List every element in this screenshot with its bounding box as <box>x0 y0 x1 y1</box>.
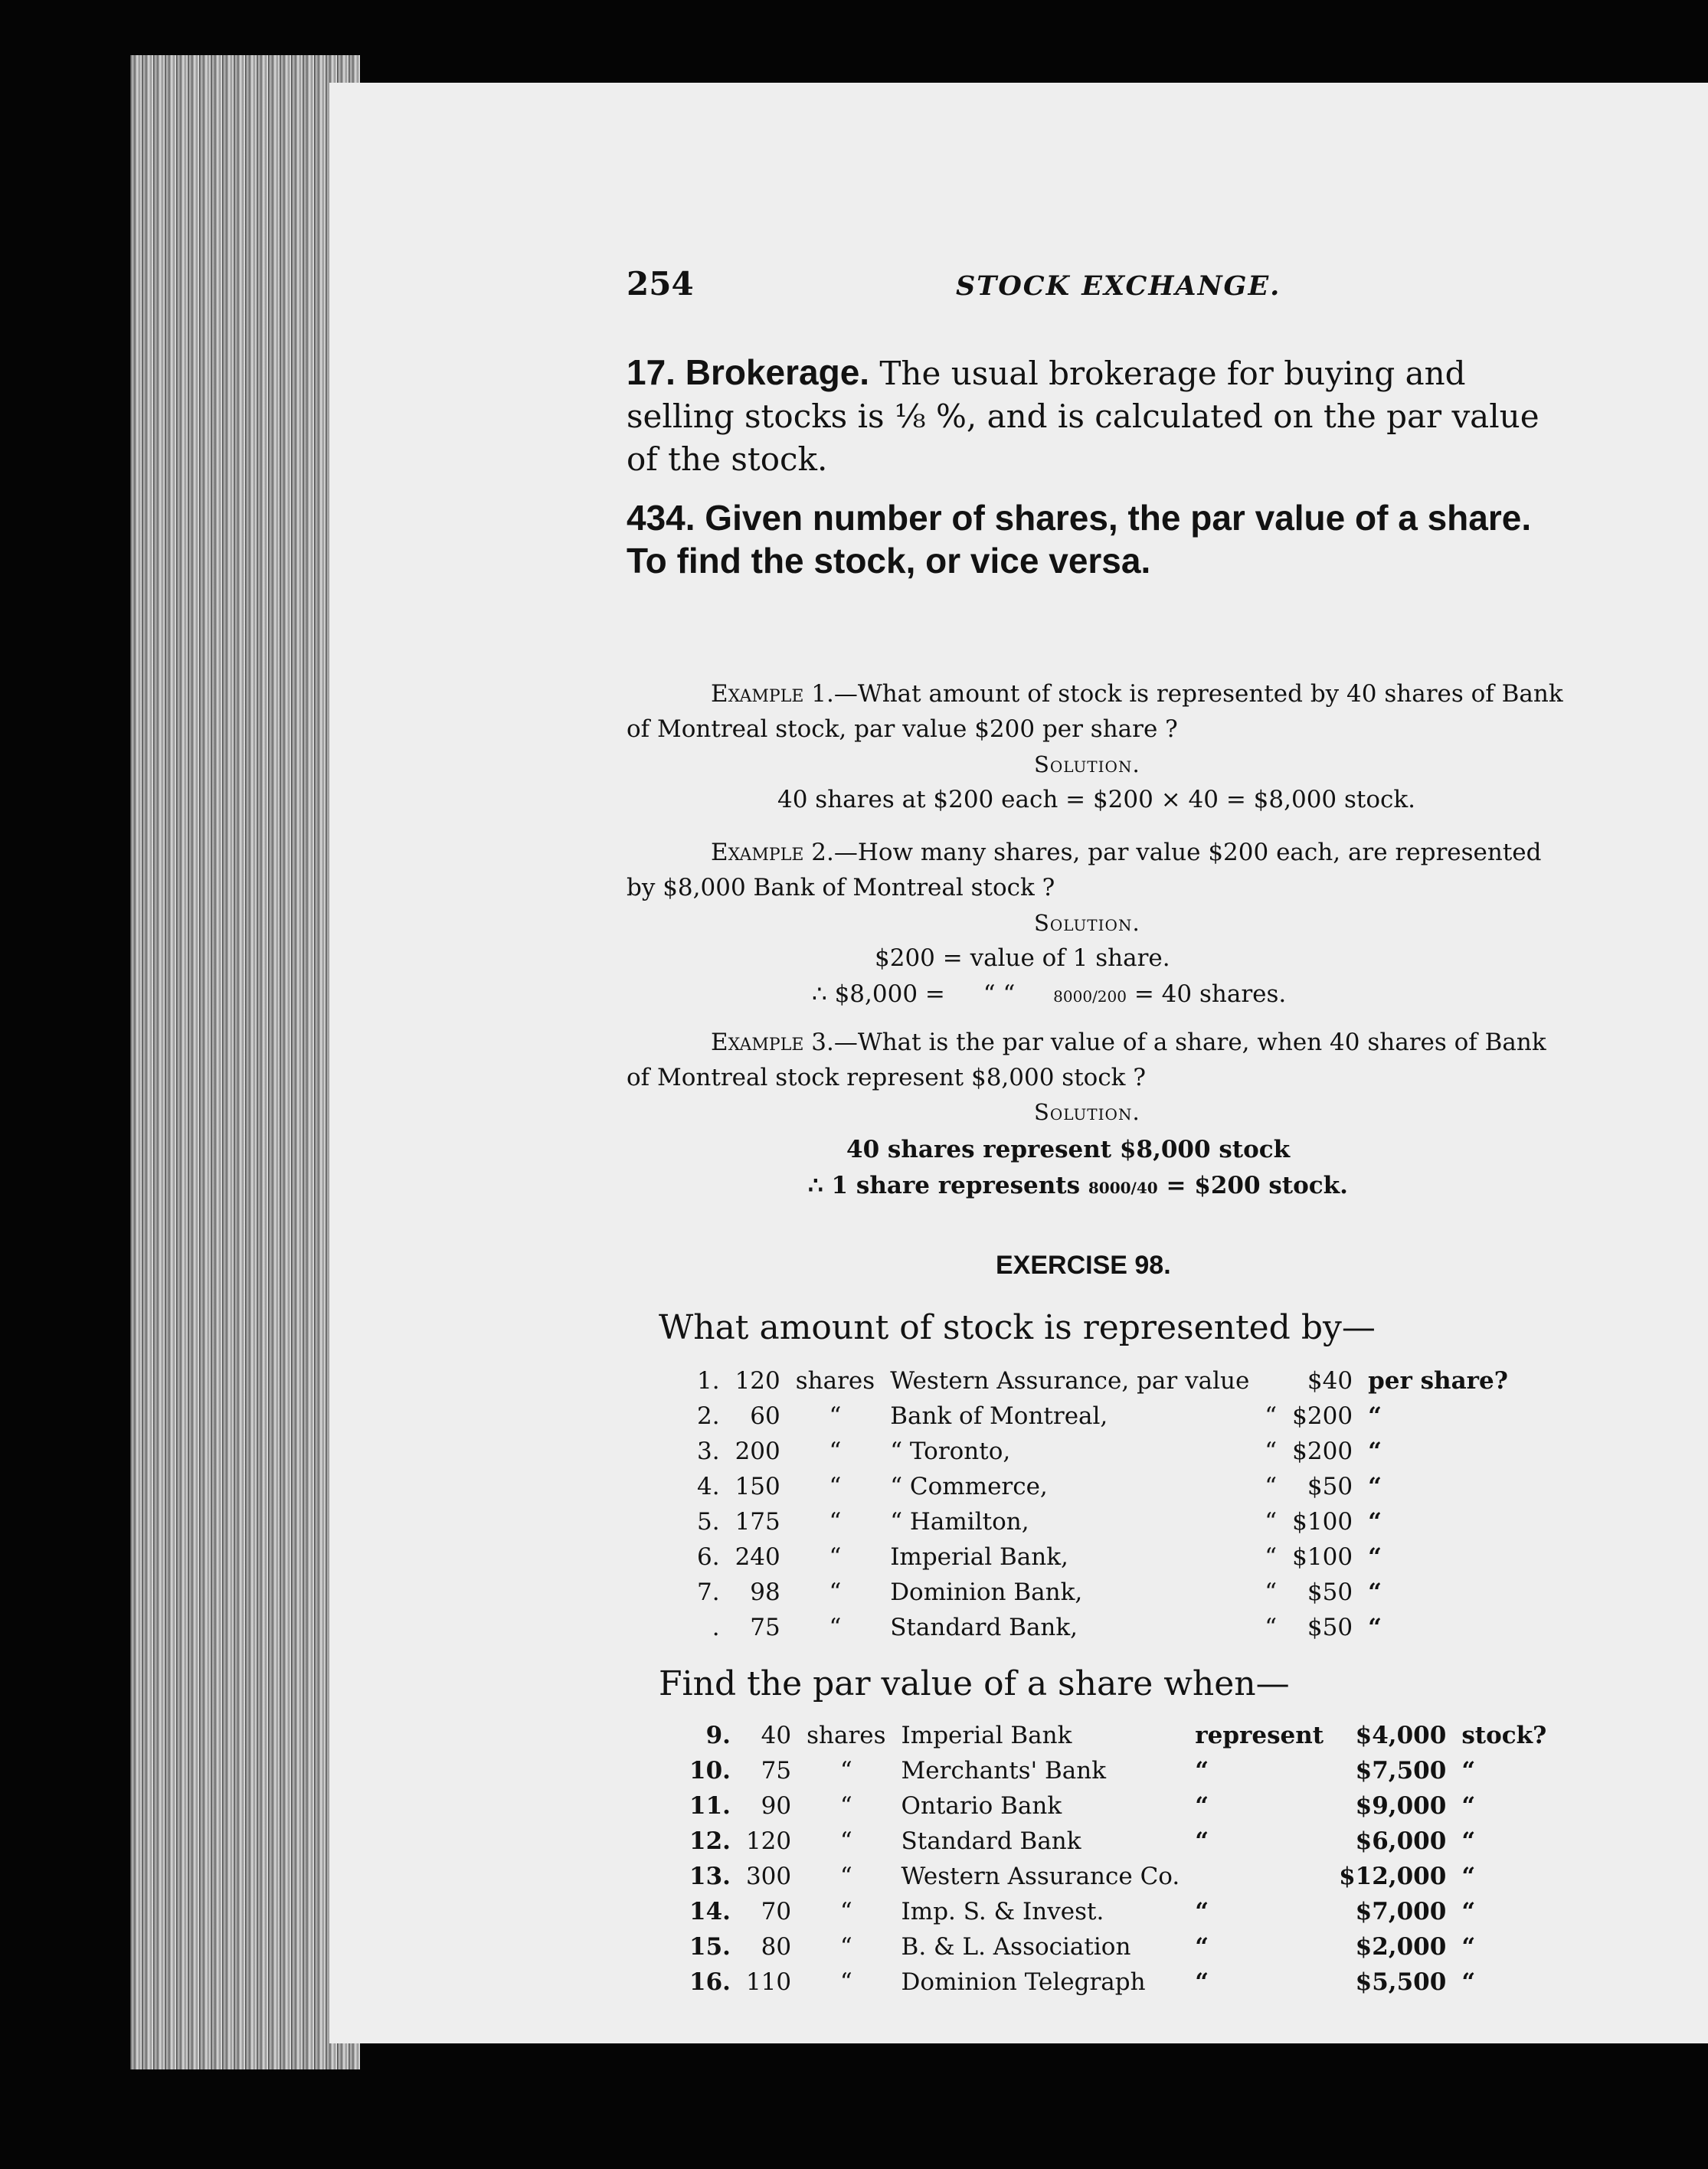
shares-unit: “ <box>839 1863 852 1890</box>
exercise-part-2-table <box>682 1718 1554 2000</box>
shares-unit: “ <box>829 1614 842 1641</box>
row-tail: “ <box>1368 1578 1382 1606</box>
exercise-row <box>689 1399 1516 1434</box>
verb <box>1187 1859 1331 1894</box>
row-tail: “ <box>1368 1614 1382 1641</box>
row-number: 1. <box>697 1367 720 1395</box>
shares-unit: “ <box>839 1757 852 1785</box>
row-tail: “ <box>1368 1402 1382 1430</box>
shares-unit: “ <box>839 1933 852 1961</box>
exercise-row <box>689 1504 1516 1539</box>
share-count: 75 <box>750 1614 780 1641</box>
section-17-lead: 17. Brokerage. <box>627 352 870 392</box>
row-number: 13. <box>689 1863 731 1890</box>
row-tail: “ <box>1461 1827 1476 1855</box>
par-value: $200 <box>1292 1402 1353 1430</box>
row-number: . <box>712 1614 720 1641</box>
company-name: Merchants' Bank <box>901 1757 1106 1785</box>
verb: represent <box>1195 1722 1324 1749</box>
row-number: 12. <box>689 1827 731 1855</box>
exercise-row <box>689 1363 1516 1399</box>
example-2-label: Example 2. <box>711 839 834 866</box>
row-tail: stock? <box>1461 1722 1547 1749</box>
exercise-row <box>682 1929 1554 1965</box>
shares-unit: “ <box>829 1543 842 1571</box>
exercise-row <box>682 1718 1554 1753</box>
exercise-row <box>682 1824 1554 1859</box>
shares-unit: “ <box>829 1473 842 1500</box>
exercise-part-2-instruction: Find the par value of a share when— <box>659 1664 1290 1703</box>
row-tail: “ <box>1368 1508 1382 1536</box>
share-count: 150 <box>735 1473 780 1500</box>
example-1-solution-heading: Solution. <box>1034 751 1140 777</box>
ditto-mark: “ <box>1265 1402 1278 1430</box>
share-count: 120 <box>745 1827 792 1855</box>
par-value: $100 <box>1292 1543 1353 1571</box>
example-3-label: Example 3. <box>711 1029 834 1056</box>
par-value: $40 <box>1307 1367 1353 1395</box>
exercise-row <box>689 1469 1516 1504</box>
share-count: 40 <box>761 1722 792 1749</box>
shares-unit: shares <box>795 1367 875 1395</box>
section-17-text: The usual brokerage for buying and selling stocks is ⅛ %, and is calculated on the par value of the stock. <box>627 355 1539 478</box>
stock-value: $7,000 <box>1355 1898 1447 1925</box>
verb: “ <box>1195 1757 1209 1785</box>
row-number: 7. <box>697 1578 720 1606</box>
row-tail: “ <box>1368 1473 1382 1500</box>
stock-value: $4,000 <box>1355 1722 1447 1749</box>
exercise-row <box>689 1434 1516 1469</box>
company-name: Dominion Telegraph <box>901 1968 1146 1996</box>
example-2-calc-2-rhs: = 40 shares. <box>1134 980 1287 1008</box>
row-tail: “ <box>1461 1863 1476 1890</box>
company-name: “ Commerce, <box>890 1473 1048 1500</box>
share-count: 90 <box>761 1792 792 1820</box>
exercise-row <box>682 1753 1554 1788</box>
row-tail: “ <box>1461 1968 1476 1996</box>
company-name: B. & L. Association <box>901 1933 1131 1961</box>
company-name: Western Assurance Co. <box>901 1863 1180 1890</box>
row-number: 4. <box>697 1473 720 1500</box>
par-value: $50 <box>1307 1578 1353 1606</box>
row-number: 9. <box>705 1722 731 1749</box>
ditto-marks: “ “ <box>983 980 1016 1008</box>
ditto-mark: “ <box>1265 1578 1278 1606</box>
stock-value: $12,000 <box>1339 1863 1447 1890</box>
example-2-calc-1: $200 = value of 1 share. <box>875 944 1170 972</box>
example-3-text: —What is the par value of a share, when 40 shares of Bank of Montreal stock represent $8,000 stock ? <box>627 1029 1546 1091</box>
par-value: $50 <box>1307 1473 1353 1500</box>
row-number: 3. <box>697 1438 720 1465</box>
ditto-mark: “ <box>1265 1473 1278 1500</box>
stock-value: $5,500 <box>1355 1968 1447 1996</box>
share-count: 75 <box>761 1757 792 1785</box>
example-3-question <box>627 1025 1576 1095</box>
example-2-question <box>627 835 1576 905</box>
stock-value: $2,000 <box>1355 1933 1447 1961</box>
page-number: 254 <box>627 265 694 303</box>
verb: “ <box>1195 1898 1209 1925</box>
shares-unit: “ <box>829 1402 842 1430</box>
ditto-mark: “ <box>1265 1438 1278 1465</box>
exercise-row <box>689 1539 1516 1575</box>
book-page <box>329 83 1708 2043</box>
exercise-part-1-table <box>689 1363 1516 1645</box>
row-number: 15. <box>689 1933 731 1961</box>
shares-unit: “ <box>839 1968 852 1996</box>
share-count: 60 <box>750 1402 780 1430</box>
example-3-solution-heading: Solution. <box>1034 1099 1140 1125</box>
example-2-calc-2 <box>812 980 1286 1008</box>
company-name: “ Toronto, <box>890 1438 1011 1465</box>
share-count: 175 <box>735 1508 780 1536</box>
par-value: $50 <box>1307 1614 1353 1641</box>
exercise-part-1-instruction: What amount of stock is represented by— <box>659 1308 1376 1347</box>
row-number: 2. <box>697 1402 720 1430</box>
example-3-calc-2 <box>808 1172 1348 1199</box>
verb: “ <box>1195 1792 1209 1820</box>
example-3-calc-1: 40 shares represent $8,000 stock <box>846 1136 1291 1163</box>
row-number: 6. <box>697 1543 720 1571</box>
par-value: $100 <box>1292 1508 1353 1536</box>
stock-value: $7,500 <box>1355 1757 1447 1785</box>
ditto-mark <box>1257 1363 1284 1399</box>
example-2-fraction: 8000/200 <box>1053 987 1127 1006</box>
example-1-label: Example 1. <box>711 680 834 708</box>
row-number: 5. <box>697 1508 720 1536</box>
ditto-mark: “ <box>1265 1614 1278 1641</box>
share-count: 200 <box>735 1438 780 1465</box>
example-2-text: —How many shares, par value $200 each, are represented by $8,000 Bank of Montreal stock ? <box>627 839 1542 901</box>
row-tail: “ <box>1461 1792 1476 1820</box>
row-tail: “ <box>1461 1933 1476 1961</box>
exercise-row <box>682 1788 1554 1824</box>
row-tail: “ <box>1368 1543 1382 1571</box>
shares-unit: “ <box>829 1578 842 1606</box>
row-tail: per share? <box>1368 1367 1508 1395</box>
share-count: 98 <box>750 1578 780 1606</box>
book-page-edges <box>130 55 360 2069</box>
row-number: 16. <box>689 1968 731 1996</box>
company-name: Imperial Bank <box>901 1722 1072 1749</box>
example-1-text: —What amount of stock is represented by 40 shares of Bank of Montreal stock, par value $200 per share ? <box>627 680 1563 743</box>
exercise-heading: EXERCISE 98. <box>996 1251 1171 1280</box>
company-name: Standard Bank, <box>890 1614 1078 1641</box>
company-name: Imp. S. & Invest. <box>901 1898 1104 1925</box>
row-number: 11. <box>689 1792 731 1820</box>
company-name: Imperial Bank, <box>890 1543 1068 1571</box>
share-count: 80 <box>761 1933 792 1961</box>
exercise-row <box>689 1610 1516 1645</box>
company-name: “ Hamilton, <box>890 1508 1029 1536</box>
row-number: 14. <box>689 1898 731 1925</box>
verb: “ <box>1195 1827 1209 1855</box>
example-2-calc-2-lhs: ∴ $8,000 = <box>812 980 945 1008</box>
exercise-row <box>682 1894 1554 1929</box>
example-3-calc-2-rhs: = $200 stock. <box>1166 1172 1348 1199</box>
shares-unit: “ <box>829 1438 842 1465</box>
exercise-row <box>689 1575 1516 1610</box>
company-name: Ontario Bank <box>901 1792 1062 1820</box>
company-name: Dominion Bank, <box>890 1578 1083 1606</box>
par-value: $200 <box>1292 1438 1353 1465</box>
company-name: Standard Bank <box>901 1827 1081 1855</box>
share-count: 110 <box>745 1968 792 1996</box>
stock-value: $6,000 <box>1355 1827 1447 1855</box>
row-tail: “ <box>1368 1438 1382 1465</box>
shares-unit: “ <box>839 1792 852 1820</box>
share-count: 240 <box>735 1543 780 1571</box>
share-count: 120 <box>735 1367 780 1395</box>
shares-unit: “ <box>839 1827 852 1855</box>
section-17-brokerage <box>627 351 1576 481</box>
example-3-fraction: 8000/40 <box>1088 1179 1158 1197</box>
row-tail: “ <box>1461 1757 1476 1785</box>
company-name: Western Assurance, par value <box>890 1367 1250 1395</box>
example-3-calc-2-lhs: ∴ 1 share represents <box>808 1172 1081 1199</box>
row-number: 10. <box>689 1757 731 1785</box>
running-head: STOCK EXCHANGE. <box>956 270 1281 302</box>
shares-unit: shares <box>807 1722 886 1749</box>
ditto-mark: “ <box>1265 1543 1278 1571</box>
share-count: 300 <box>745 1863 792 1890</box>
row-tail: “ <box>1461 1898 1476 1925</box>
shares-unit: “ <box>829 1508 842 1536</box>
share-count: 70 <box>761 1898 792 1925</box>
verb: “ <box>1195 1968 1209 1996</box>
stock-value: $9,000 <box>1355 1792 1447 1820</box>
company-name: Bank of Montreal, <box>890 1402 1108 1430</box>
shares-unit: “ <box>839 1898 852 1925</box>
exercise-row <box>682 1859 1554 1894</box>
example-1-question <box>627 676 1576 747</box>
example-1-calc: 40 shares at $200 each = $200 × 40 = $8,000 stock. <box>777 786 1416 813</box>
article-434-heading: 434. Given number of shares, the par value of a share. To find the stock, or vice versa. <box>627 498 1532 581</box>
exercise-row <box>682 1965 1554 2000</box>
example-2-solution-heading: Solution. <box>1034 910 1140 936</box>
ditto-mark: “ <box>1265 1508 1278 1536</box>
verb: “ <box>1195 1933 1209 1961</box>
